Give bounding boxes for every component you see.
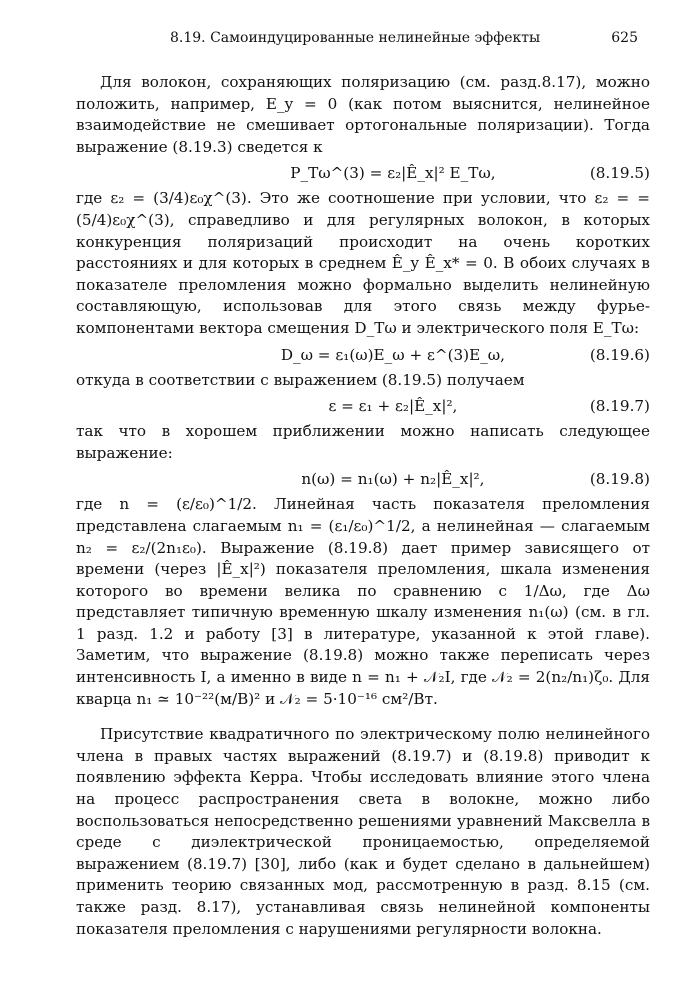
running-header (170, 30, 638, 46)
equation-8-19-6 (76, 342, 650, 368)
paragraph-gap (76, 710, 650, 724)
paragraph-regular-fibers: где ε₂ = (3/4)ε₀χ^(3). Это же соотношение при условии, что ε₂ = = (5/4)ε₀χ^(3), справедливо и для регулярных волокон, в которых конкуренция поляризаций происходит на очень коротких расстояниях и для которых в среднем Ê_y Ê_x* = 0. В обоих случаях в показателе преломления можно формально выделить нелинейную составляющую, использовав для этого связь между фурье-компонентами вектора смещения D_Tω и электрического поля E_Tω: (76, 189, 650, 337)
equation-8-19-8 (76, 466, 650, 492)
paragraph-approximation: так что в хорошем приближении можно написать следующее выражение: (76, 422, 650, 462)
equation-number: (8.19.5) (589, 164, 650, 183)
equation-8-19-5 (76, 160, 650, 186)
paragraph-consequence: откуда в соответствии с выражением (8.19.5) получаем (76, 370, 525, 389)
equation-formula: D_ω = ε₁(ω)E_ω + ε^(3)E_ω, (280, 345, 505, 364)
paragraph-refractive-index: где n = (ε/ε₀)^1/2. Линейная часть показателя преломления представлена слагаемым n₁ = (ε₁/ε₀)^1/2, а нелинейная — слагаемым n₂ = ε₂/(2n₁ε₀). Выражение (8.19.8) дает пример зависящего от времени (через |Ê_x|²) показателя преломления, шкала изменения которого во времени велика по сравнению с 1/Δω, где Δω представляет типичную временную шкалу изменения n₁(ω) (см. в гл. 1 разд. 1.2 и работу [3] в литературе, указанной к этой главе). Заметим, что выражение (8.19.8) можно также переписать через интенсивность I, а именно в виде n = n₁ + 𝒩₂I, где 𝒩₂ = 2(n₂/n₁)ζ₀. Для кварца n₁ ≃ 10⁻²²(м/В)² и 𝒩₂ = 5·10⁻¹⁶ см²/Вт. (76, 495, 650, 708)
section-title: 8.19. Самоиндуцированные нелинейные эффекты (170, 30, 541, 46)
equation-number: (8.19.6) (589, 345, 650, 364)
page-body (76, 72, 650, 940)
equation-8-19-7 (76, 393, 650, 419)
equation-number: (8.19.7) (589, 397, 650, 416)
equation-formula: P_Tω^(3) = ε₂|Ê_x|² E_Tω, (290, 164, 496, 183)
paragraph-polarization: Для волокон, сохраняющих поляризацию (см. разд.8.17), можно положить, например, E_y = 0 (как потом выяснится, нелинейное взаимодействие не смешивает ортогональные поляризации). Тогда выражение (8.19.3) сведется к (76, 73, 650, 156)
paragraph-kerr-effect: Присутствие квадратичного по электрическому полю нелинейного члена в правых частях выражений (8.19.7) и (8.19.8) приводит к появлению эффекта Керра. Чтобы исследовать влияние этого члена на процесс распространения света в волокне, можно либо воспользоваться непосредственно решениями уравнений Максвелла в среде с диэлектрической проницаемостью, определяемой выражением (8.19.7) [30], либо (как и будет сделано в дальнейшем) применить теорию связанных мод, рассмотренную в разд. 8.15 (см. также разд. 8.17), устанавливая связь нелинейной компоненты показателя преломления с нарушениями регулярности волокна. (76, 725, 650, 938)
equation-formula: n(ω) = n₁(ω) + n₂|Ê_x|², (301, 470, 485, 489)
equation-number: (8.19.8) (589, 470, 650, 489)
equation-formula: ε = ε₁ + ε₂|Ê_x|², (328, 397, 458, 416)
page-number: 625 (611, 30, 638, 46)
